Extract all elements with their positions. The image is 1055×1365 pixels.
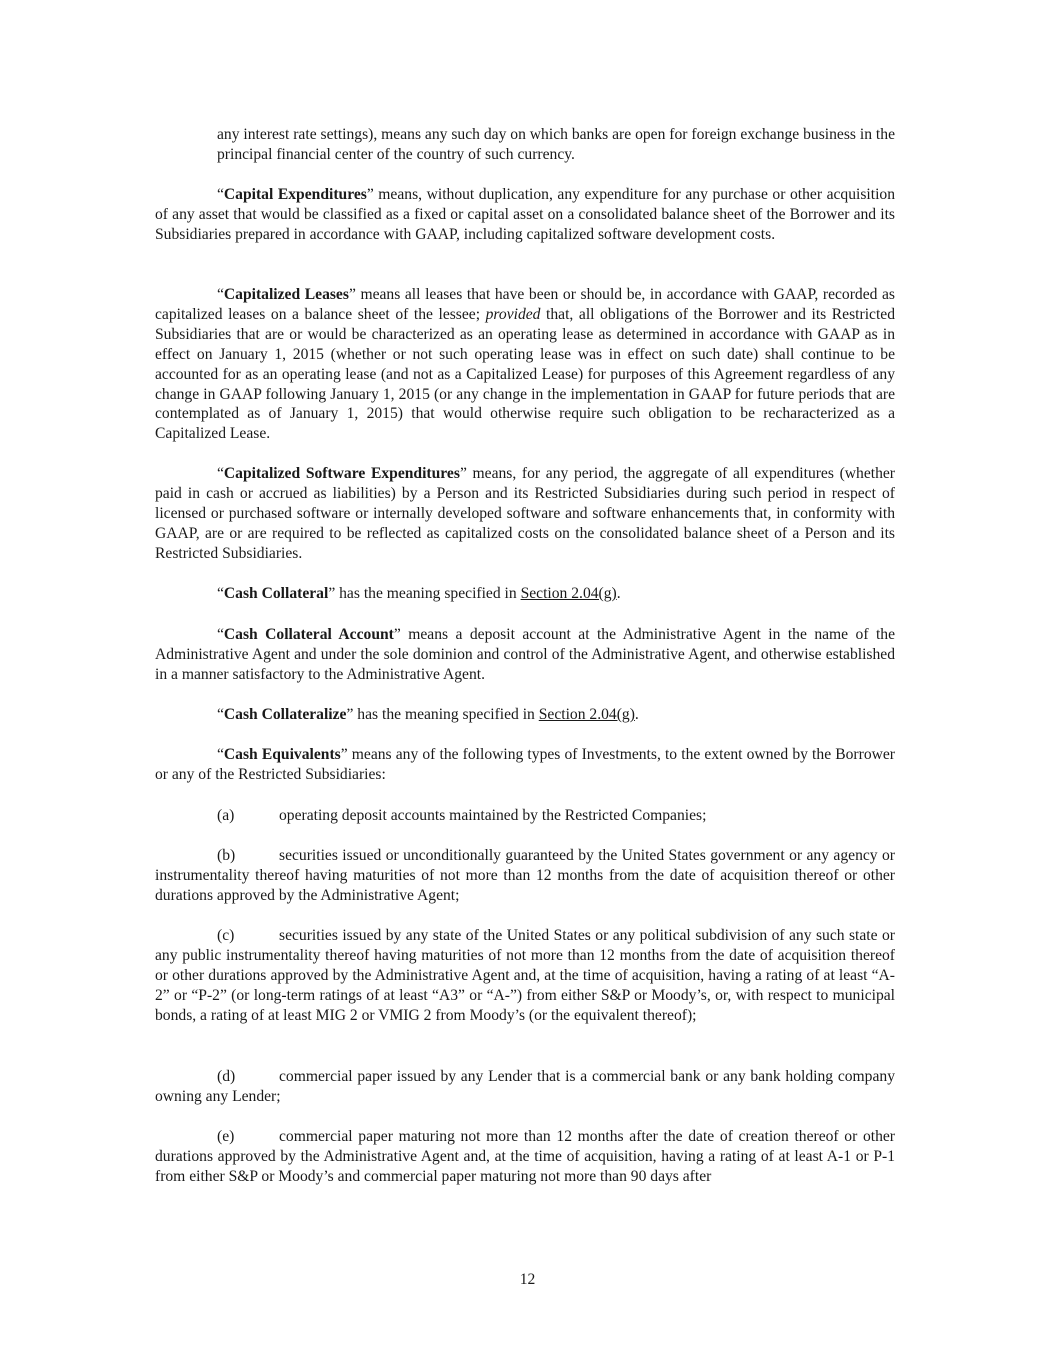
definition-text: means, for any period, the aggregate of all expenditures (whether paid in cash or accrued as liabilities) by a Person and its Restricted Subsidiaries during such period in respect of licensed or purchased software or internally developed software and software enhancements that, in conformity with GAAP, are or are required to be reflected as capitalized costs on the consolidated balance sheet of a Person and its Restricted Subsidiaries. xyxy=(155,465,895,562)
list-item-c xyxy=(155,926,895,1026)
section-reference: Section 2.04(g) xyxy=(538,706,635,723)
defined-term: Capitalized Leases xyxy=(223,286,349,303)
definition-text: has the meaning specified in xyxy=(353,706,539,723)
definition-capital-expenditures: “Capital Expenditures” means, without duplication, any expenditure for any purchase or other acquisition of any asset that would be classified as a fixed or capital asset on a consolidated balance sheet of the Borrower and its Subsidiaries prepared in accordance with GAAP, including capitalized software development costs. xyxy=(155,186,895,243)
item-text: commercial paper maturing not more than 12 months after the date of creation thereof or other durations approved by the Administrative Agent and, at the time of acquisition, having a rating of at least A-1 or P-1 from either S&P or Moody’s and commercial paper maturing not more than 90 days after xyxy=(155,1128,895,1185)
definition-cash-collateralize: “Cash Collateralize” has the meaning specified in Section 2.04(g). xyxy=(217,706,639,723)
section-reference: Section 2.04(g) xyxy=(520,585,617,602)
item-text: securities issued or unconditionally guaranteed by the United States government or any agency or instrumentality thereof having maturities of not more than 12 months from the date of acquisition thereof or other durations approved by the Administrative Agent; xyxy=(155,847,895,904)
definition-text: means any of the following types of Investments, to the extent owned by the Borrower or any of the Restricted Subsidiaries: xyxy=(155,746,895,783)
defined-term: Cash Equivalents xyxy=(223,746,341,763)
item-text: commercial paper issued by any Lender that is a commercial bank or any bank holding company owning any Lender; xyxy=(155,1068,895,1105)
definition-text: has the meaning specified in xyxy=(335,585,521,602)
definition-cash-collateral: “Cash Collateral” has the meaning specified in Section 2.04(g). xyxy=(217,585,621,602)
proviso-italic: provided xyxy=(485,305,541,323)
definition-cash-equivalents: “Cash Equivalents” means any of the following types of Investments, to the extent owned by the Borrower or any of the Restricted Subsidiaries: xyxy=(155,746,895,783)
item-label: (a) xyxy=(217,807,235,824)
definition-capitalized-software-expenditures: “Capitalized Software Expenditures” means, for any period, the aggregate of all expenditures (whether paid in cash or accrued as liabilities) by a Person and its Restricted Subsidiaries during such period in respect of licensed or purchased software or internally developed software and software enhancements that, in conformity with GAAP, are or are required to be reflected as capitalized costs on the consolidated balance sheet of a Person and its Restricted Subsidiaries. xyxy=(155,465,895,562)
defined-term: Cash Collateralize xyxy=(223,706,347,723)
definition-text: means, without duplication, any expenditure for any purchase or other acquisition of any asset that would be classified as a fixed or capital asset on a consolidated balance sheet of the Borrower and its Subsidiaries prepared in accordance with GAAP, including capitalized software development costs. xyxy=(155,186,895,243)
item-label: (c) xyxy=(217,927,235,944)
definition-text: means all leases that have been or should be, in accordance with GAAP, recorded as capitalized leases on a balance sheet of the lessee; xyxy=(155,286,896,323)
continued-paragraph xyxy=(217,125,895,165)
list-item-a xyxy=(155,806,895,826)
definition-cash-collateral-account: “Cash Collateral Account” means a deposit account at the Administrative Agent in the name of the Administrative Agent and under the sole dominion and control of the Administrative Agent, and otherwise established in a manner satisfactory to the Administrative Agent. xyxy=(155,626,896,683)
definition-text: means a deposit account at the Administrative Agent in the name of the Administrative Agent and under the sole dominion and control of the Administrative Agent, and otherwise established in a manner satisfactory to the Administrative Agent. xyxy=(155,626,896,683)
punctuation: . xyxy=(634,706,639,723)
definition-text: that, all obligations of the Borrower and its Restricted Subsidiaries that are or would be characterized as an operating lease as determined in accordance with GAAP as in effect on January 1, 2015 (whether or not such operating lease was in effect on such date) shall continue to be accounted for as an operating lease (and not as a Capitalized Lease) for purposes of this Agreement regardless of any change in GAAP following January 1, 2015 (or any change in the implementation in GAAP for future periods that are contemplated as of January 1, 2015) that would otherwise require such obligation to be recharacterized as a Capitalized Lease. xyxy=(155,305,895,443)
item-text: securities issued by any state of the United States or any political subdivision of any such state or any public instrumentality thereof having maturities of not more than 12 months from the date of acquisition thereof or other durations approved by the Administrative Agent and, at the time of acquisition, having a rating of at least “A-2” or “P-2” (or long-term ratings of at least “A3” or “A-”) from either S&P or Moody’s, or, with respect to municipal bonds, a rating of at least MIG 2 or VMIG 2 from Moody’s (or the equivalent thereof); xyxy=(155,927,895,1024)
item-text: operating deposit accounts maintained by the Restricted Companies; xyxy=(279,807,707,824)
list-item-e xyxy=(155,1127,895,1187)
defined-term: Capital Expenditures xyxy=(223,186,367,203)
defined-term: Cash Collateral xyxy=(223,585,329,602)
item-label: (d) xyxy=(217,1068,236,1085)
defined-term: Capitalized Software Expenditures xyxy=(223,465,460,482)
list-item-d xyxy=(155,1067,895,1107)
definition-capitalized-leases: “Capitalized Leases” means all leases that have been or should be, in accordance with GAAP, recorded as capitalized leases on a balance sheet of the lessee; provided that, all obligations of the Borrower and its Restricted Subsidiaries that are or would be characterized as an operating lease as determined in accordance with GAAP as in effect on January 1, 2015 (whether or not such operating lease was in effect on such date) shall continue to be accounted for as an operating lease (and not as a Capitalized Lease) for purposes of this Agreement regardless of any change in GAAP following January 1, 2015 (or any change in the implementation in GAAP for future periods that are contemplated as of January 1, 2015) that would otherwise require such obligation to be recharacterized as a Capitalized Lease. xyxy=(155,286,896,443)
item-label: (e) xyxy=(217,1128,235,1145)
punctuation: . xyxy=(616,585,621,602)
defined-term: Cash Collateral Account xyxy=(223,626,394,643)
page-number: 12 xyxy=(519,1271,536,1288)
item-label: (b) xyxy=(217,847,236,864)
list-item-b xyxy=(155,846,895,906)
paragraph-text: any interest rate settings), means any such day on which banks are open for foreign exchange business in the principal financial center of the country of such currency. xyxy=(217,126,895,163)
